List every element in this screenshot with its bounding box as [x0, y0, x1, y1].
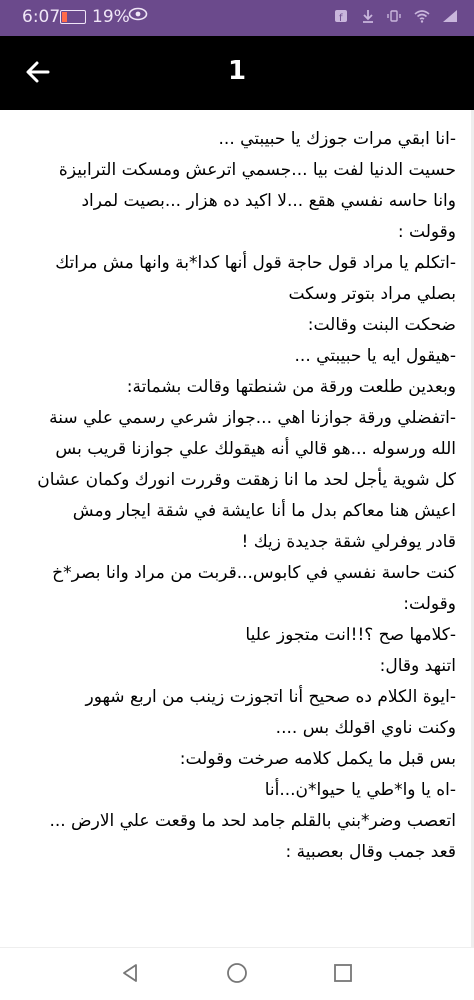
facebook-icon — [334, 9, 351, 24]
eye-icon — [128, 6, 148, 25]
reader-content[interactable] — [0, 110, 474, 948]
text-line: ضحكت البنت وقالت: — [307, 315, 456, 335]
text-line: -اتفضلي ورقة جوازنا اهي ...جواز شرعي رسمي علي سنة — [49, 408, 456, 428]
text-line: الله ورسوله ...هو قالي أنه هيقولك علي جوازنا قريب بس — [55, 439, 456, 459]
status-right-icons — [334, 8, 458, 24]
text-line: بصلي مراد بتوتر وسكت — [288, 284, 456, 304]
text-line: بس قبل ما يكمل كلامه صرخت وقولت: — [179, 749, 456, 769]
signal-icon — [442, 9, 458, 23]
svg-text:f: f — [339, 13, 351, 24]
status-bar — [0, 0, 474, 36]
status-time: 6:07 — [22, 7, 61, 27]
text-line: -هيقول ايه يا حبيبتي ... — [294, 346, 456, 366]
home-circle-icon[interactable] — [225, 961, 249, 985]
text-line: وقولت: — [403, 594, 456, 614]
text-line: كنت حاسة نفسي في كابوس...قربت من مراد وانا بصر*خ — [52, 563, 456, 583]
system-nav-bar — [0, 947, 474, 1000]
text-line: اتنهد وقال: — [379, 656, 456, 676]
chapter-text — [0, 110, 474, 868]
text-line: وانا حاسه نفسي هقع ...لا اكيد ده هزار ...بصيت لمراد — [81, 191, 456, 211]
text-line: وبعدين طلعت ورقة من شنطتها وقالت بشماتة: — [126, 377, 456, 397]
text-line: وقولت : — [397, 222, 456, 242]
back-triangle-icon[interactable] — [118, 961, 142, 985]
page-title: 1 — [227, 56, 247, 86]
text-line: قادر يوفرلي شقة جديدة زيك ! — [241, 532, 456, 552]
battery-icon — [60, 10, 86, 24]
text-line: اتعصب وضر*بني بالقلم جامد لحد ما وقعت علي الارض ... — [49, 811, 456, 831]
recents-square-icon[interactable] — [331, 961, 355, 985]
text-line: -ايوة الكلام ده صحيح أنا اتجوزت زينب من اربع شهور — [85, 687, 456, 707]
text-line: -اتكلم يا مراد قول حاجة قول أنها كدا*بة وانها مش مراتك — [55, 253, 456, 273]
text-line: حسيت الدنيا لفت بيا ...جسمي اترعش ومسكت الترابيزة — [58, 160, 456, 180]
download-icon — [361, 9, 375, 23]
text-line: -كلامها صح ؟!!انت متجوز عليا — [245, 625, 456, 645]
text-line: -انا ابقي مرات جوزك يا حبيبتي ... — [218, 129, 456, 149]
battery-percent: 19% — [92, 7, 130, 27]
app-bar — [0, 36, 474, 110]
text-line: اعيش هنا معاكم بدل ما أنا عايشة في شقة ايجار ومش — [72, 501, 456, 521]
text-line: كل شوية يأجل لحد ما انا زهقت وقررت انورك وكمان عشان — [37, 470, 456, 490]
text-line: وكنت ناوي اقولك بس .... — [275, 718, 456, 738]
text-line: -اه يا وا*طي يا حيوا*ن...أنا — [264, 780, 456, 800]
vibrate-icon — [387, 9, 401, 23]
text-line: قعد جمب وقال بعصبية : — [285, 842, 456, 862]
wifi-icon — [414, 9, 430, 23]
